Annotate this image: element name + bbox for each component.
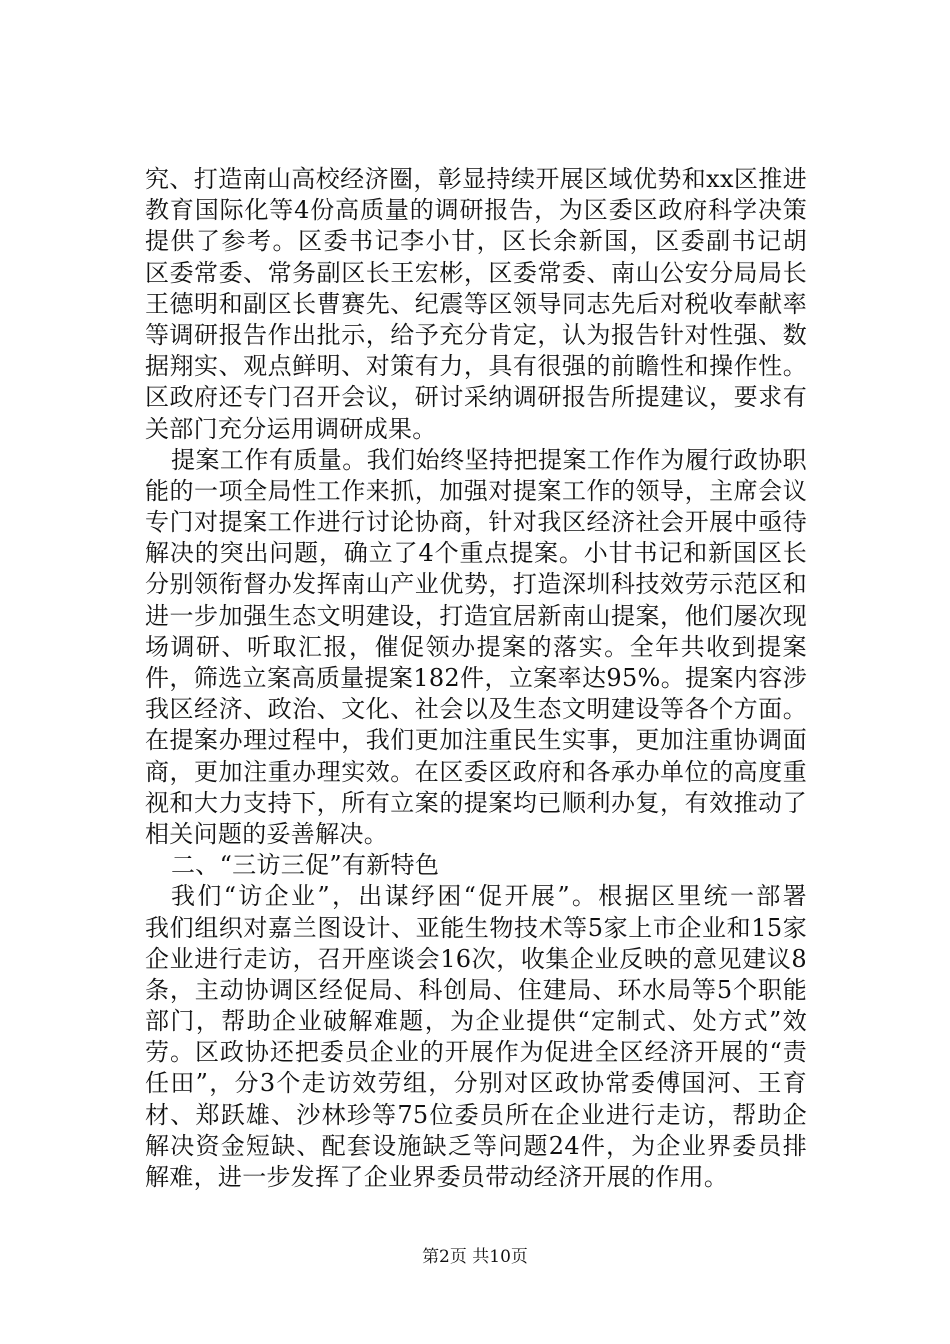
- text-line: 条，主动协调区经促局、科创局、住建局、环水局等5个职能: [145, 975, 807, 1004]
- text-line: 视和大力支持下，所有立案的提案均已顺利办复，有效推动了: [145, 788, 807, 817]
- text-line: 件，筛选立案高质量提案182件，立案率达95%。提案内容涉: [145, 664, 807, 692]
- page-footer: 第2页 共10页: [422, 1247, 528, 1267]
- text-line: 我区经济、政治、文化、社会以及生态文明建设等各个方面。: [145, 695, 807, 724]
- text-line: 提供了参考。区委书记李小甘，区长余新国，区委副书记胡: [145, 227, 807, 256]
- text-line: 解决资金短缺、配套设施缺乏等问题24件，为企业界委员排: [145, 1131, 807, 1160]
- text-line: 部门，帮助企业破解难题，为企业提供“定制式、处方式”效: [145, 1007, 807, 1036]
- text-line: 商，更加注重办理实效。在区委区政府和各承办单位的高度重: [145, 757, 807, 786]
- text-line: 分别领衔督办发挥南山产业优势，打造深圳科技效劳示范区和: [145, 570, 807, 599]
- text-line: 区政府还专门召开会议，研讨采纳调研报告所提建议，要求有: [145, 383, 807, 412]
- paragraph: [145, 850, 807, 881]
- text-line: 关部门充分运用调研成果。: [145, 414, 437, 443]
- text-line: 王德明和副区长曹赛先、纪震等区领导同志先后对税收奉献率: [145, 289, 807, 318]
- text-line: 我们“访企业”，出谋纾困“促开展”。根据区里统一部署: [171, 882, 807, 911]
- text-line: 区委常委、常务副区长王宏彬，区委常委、南山公安分局局长: [145, 258, 807, 287]
- text-line: 提案工作有质量。我们始终坚持把提案工作作为履行政协职: [171, 445, 807, 474]
- text-line: 进一步加强生态文明建设，打造宜居新南山提案，他们屡次现: [145, 601, 807, 630]
- text-line: 专门对提案工作进行讨论协商，针对我区经济社会开展中亟待: [145, 508, 807, 537]
- text-line: 究、打造南山高校经济圈，彰显持续开展区域优势和xx区推进: [145, 165, 807, 193]
- text-line: 场调研、听取汇报，催促领办提案的落实。全年共收到提案: [145, 632, 807, 661]
- text-line: 解难，进一步发挥了企业界委员带动经济开展的作用。: [145, 1163, 729, 1191]
- text-line: 教育国际化等4份高质量的调研报告，为区委区政府科学决策: [145, 196, 807, 225]
- text-line: 任田”，分3个走访效劳组，分别对区政协常委傅国河、王育: [145, 1069, 807, 1098]
- text-line: 等调研报告作出批示，给予充分肯定，认为报告针对性强、数: [145, 320, 807, 349]
- document-body: [145, 164, 807, 1193]
- text-line: 二、“三访三促”有新特色: [171, 851, 440, 880]
- text-line: 据翔实、观点鲜明、对策有力，具有很强的前瞻性和操作性。: [145, 352, 807, 381]
- text-line: 相关问题的妥善解决。: [145, 819, 388, 848]
- paragraph: [145, 881, 807, 1193]
- text-line: 企业进行走访，召开座谈会16次，收集企业反映的意见建议8: [145, 944, 807, 973]
- text-line: 解决的突出问题，确立了4个重点提案。小甘书记和新国区长: [145, 539, 807, 568]
- text-line: 我们组织对嘉兰图设计、亚能生物技术等5家上市企业和15家: [145, 913, 807, 942]
- text-line: 材、郑跃雄、沙林珍等75位委员所在企业进行走访，帮助企: [145, 1100, 807, 1129]
- text-line: 在提案办理过程中，我们更加注重民生实事，更加注重协调面: [145, 726, 807, 755]
- text-line: 能的一项全局性工作来抓，加强对提案工作的领导，主席会议: [145, 476, 807, 505]
- paragraph: [145, 164, 807, 445]
- text-line: 劳。区政协还把委员企业的开展作为促进全区经济开展的“责: [145, 1038, 807, 1067]
- paragraph: [145, 445, 807, 850]
